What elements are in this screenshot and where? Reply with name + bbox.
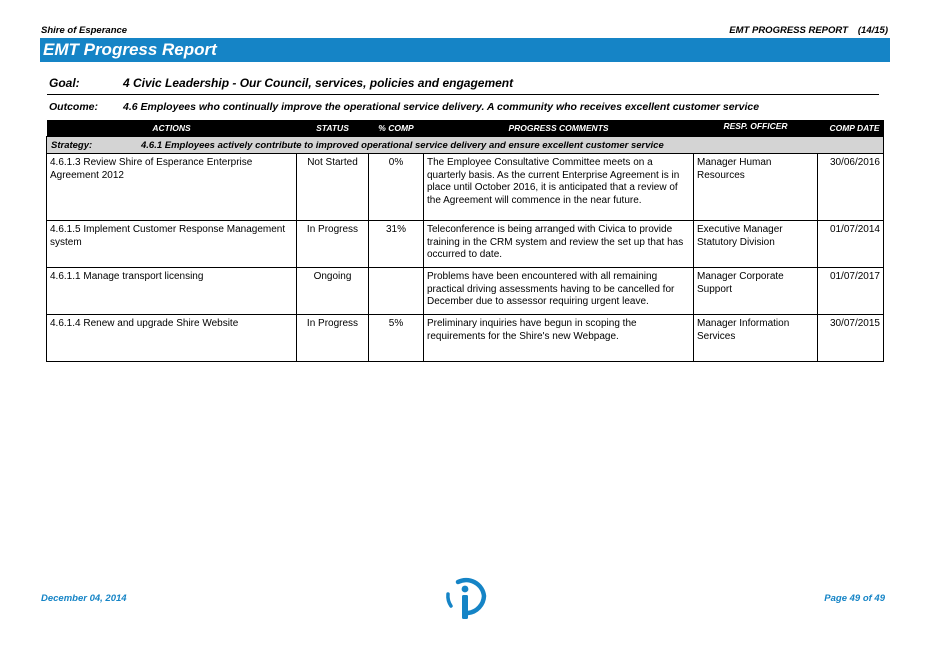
col-header-date: COMP DATE bbox=[818, 120, 884, 137]
col-header-comp: % COMP bbox=[369, 120, 424, 137]
report-header bbox=[729, 25, 888, 36]
officer-cell: Manager Corporate Support bbox=[694, 268, 818, 315]
comp-cell bbox=[369, 268, 424, 315]
report-title-banner: EMT Progress Report bbox=[40, 38, 890, 62]
goal-text: 4 Civic Leadership - Our Council, services, policies and engagement bbox=[123, 76, 514, 90]
info-i-logo-icon bbox=[442, 576, 488, 620]
progress-table bbox=[46, 120, 884, 362]
strategy-label: Strategy: bbox=[51, 139, 93, 151]
goal-divider bbox=[47, 94, 879, 95]
report-name: EMT PROGRESS REPORT bbox=[729, 25, 848, 36]
col-header-status: STATUS bbox=[297, 120, 369, 137]
date-cell: 01/07/2017 bbox=[818, 268, 884, 315]
strategy-row bbox=[47, 137, 884, 154]
table-row bbox=[47, 315, 884, 362]
table-row bbox=[47, 221, 884, 268]
comments-cell: Preliminary inquiries have begun in scoping the requirements for the Shire's new Webpage. bbox=[424, 315, 694, 362]
col-header-comments: PROGRESS COMMENTS bbox=[424, 120, 694, 137]
comp-cell: 31% bbox=[369, 221, 424, 268]
officer-cell: Manager Information Services bbox=[694, 315, 818, 362]
comments-cell: Problems have been encountered with all remaining practical driving assessments having to be cancelled for December due to assessor requiring urgent leave. bbox=[424, 268, 694, 315]
section-page: (14/15) bbox=[857, 25, 888, 36]
table-header-row bbox=[47, 120, 884, 137]
table-row bbox=[47, 268, 884, 315]
date-cell: 30/07/2015 bbox=[818, 315, 884, 362]
action-cell: 4.6.1.3 Review Shire of Esperance Enterprise Agreement 2012 bbox=[47, 154, 297, 221]
col-header-officer: RESP. OFFICER bbox=[694, 120, 818, 137]
organisation-name: Shire of Esperance bbox=[41, 25, 128, 36]
status-cell: Not Started bbox=[297, 154, 369, 221]
strategy-text: 4.6.1 Employees actively contribute to improved operational service delivery and ensure excellent customer service bbox=[141, 139, 664, 151]
status-cell: In Progress bbox=[297, 315, 369, 362]
status-cell: Ongoing bbox=[297, 268, 369, 315]
comments-cell: The Employee Consultative Committee meets on a quarterly basis. As the current Enterprise Agreement is in place until October 2016, it is anticipated that a review of the Agreement will commence in the near future. bbox=[424, 154, 694, 221]
comp-cell: 0% bbox=[369, 154, 424, 221]
date-cell: 01/07/2014 bbox=[818, 221, 884, 268]
page-number: Page 49 of 49 bbox=[824, 593, 885, 604]
action-cell: 4.6.1.4 Renew and upgrade Shire Website bbox=[47, 315, 297, 362]
comments-cell: Teleconference is being arranged with Civica to provide training in the CRM system and review the set up that has occurred to date. bbox=[424, 221, 694, 268]
table-row bbox=[47, 154, 884, 221]
col-header-actions: ACTIONS bbox=[47, 120, 297, 137]
report-date: December 04, 2014 bbox=[41, 593, 127, 604]
date-cell: 30/06/2016 bbox=[818, 154, 884, 221]
status-cell: In Progress bbox=[297, 221, 369, 268]
outcome-label: Outcome: bbox=[49, 101, 99, 113]
action-cell: 4.6.1.1 Manage transport licensing bbox=[47, 268, 297, 315]
strategy-cell bbox=[47, 137, 884, 154]
outcome-text: 4.6 Employees who continually improve the operational service delivery. A community who receives excellent customer service bbox=[123, 101, 760, 113]
comp-cell: 5% bbox=[369, 315, 424, 362]
officer-cell: Manager Human Resources bbox=[694, 154, 818, 221]
action-cell: 4.6.1.5 Implement Customer Response Management system bbox=[47, 221, 297, 268]
goal-label: Goal: bbox=[49, 76, 80, 90]
officer-cell: Executive Manager Statutory Division bbox=[694, 221, 818, 268]
